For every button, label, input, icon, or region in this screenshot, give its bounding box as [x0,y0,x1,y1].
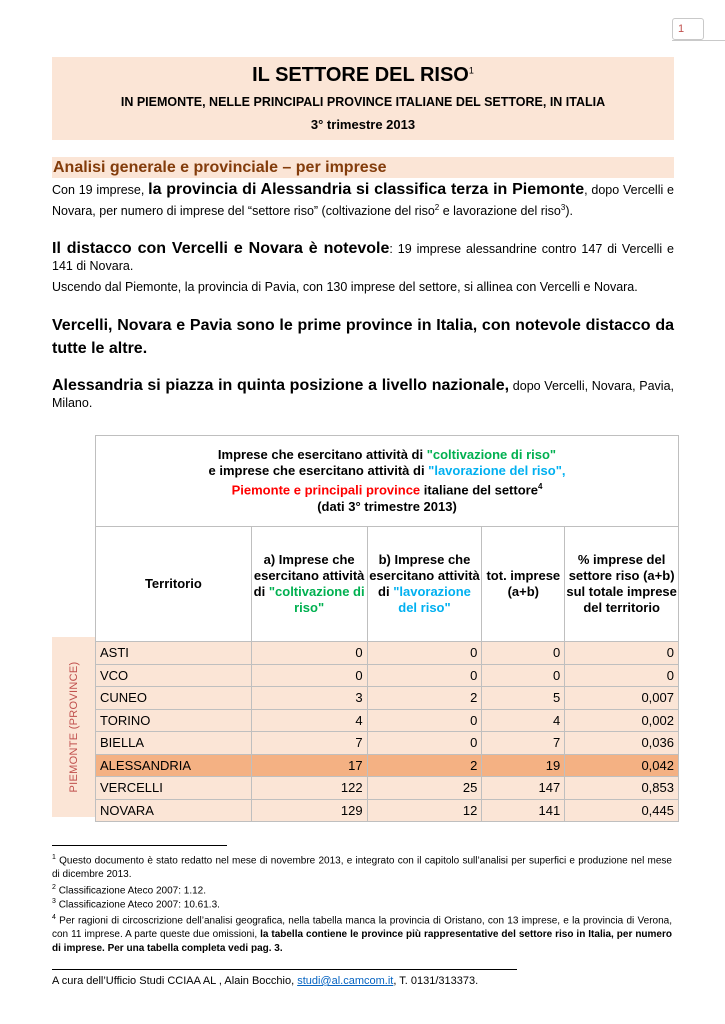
col-header-a [251,527,367,642]
cell-name: ASTI [96,642,252,665]
cell-name: VERCELLI [96,777,252,800]
cell-tot: 141 [482,799,565,822]
cell-name: VCO [96,664,252,687]
footer-divider [52,969,517,970]
cell-name: ALESSANDRIA [96,754,252,777]
document-header [52,57,674,140]
page-number: 1 [672,18,704,40]
cell-tot: 0 [482,664,565,687]
table-row [96,732,679,755]
col-header-b [367,527,482,642]
p2-text: : 19 imprese alessandrine contro 147 di Vercelli e 141 di Novara. [52,242,675,273]
table-row [96,687,679,710]
footnote-3 [52,895,672,912]
cell-tot: 7 [482,732,565,755]
section-title: Analisi generale e provinciale – per imprese [52,157,674,178]
footer-email-link[interactable]: studi@al.camcom.it [297,975,394,987]
paragraph-4: Vercelli, Novara e Pavia sono le prime province in Italia, con notevole distacco da tutte le altre. [52,317,674,357]
cell-pct: 0,007 [565,687,679,710]
footnote-4-text: Per ragioni di circoscrizione dell’analisi geografica, nella tabella manca la provincia di Oristano, con 13 imprese, e la provincia di Verona, con 11 imprese. A parte queste due omissioni, [52,915,672,941]
caption-lavorazione: "lavorazione del riso", [428,463,566,479]
page-footer [52,975,478,987]
table-row [96,642,679,665]
cell-name: TORINO [96,709,252,732]
cell-a: 122 [251,777,367,800]
footnote-3-number: 3 [52,898,56,905]
cell-pct: 0,853 [565,777,679,800]
p5-highlight: Alessandria si piazza in quinta posizione a livello nazionale, [52,377,510,394]
footer-text: A cura dell’Ufficio Studi CCIAA AL , Alain Bocchio, [52,975,298,987]
data-table [95,435,679,822]
cell-a: 17 [251,754,367,777]
table-row [96,709,679,732]
page-number-divider [672,40,725,41]
footnote-ref-2[interactable]: 2 [434,203,440,212]
caption-coltivazione: "coltivazione di riso" [426,447,557,463]
caption-line1: Imprese che esercitano attività di [217,447,427,463]
col-a-highlight: "coltivazione di riso" [268,584,365,615]
table-caption-row [96,436,679,527]
cell-tot: 19 [482,754,565,777]
table-row-highlighted [96,754,679,777]
cell-pct: 0,002 [565,709,679,732]
footnote-divider [52,845,227,846]
cell-b: 0 [367,709,482,732]
caption-piemonte: Piemonte e principali province [231,482,421,498]
footnote-3-text: Classificazione Ateco 2007: 10.61.3. [58,899,220,911]
col-header-territorio: Territorio [96,527,252,642]
footnote-ref-3[interactable]: 3 [560,203,566,212]
group-label-cell [52,637,95,817]
p5-text: dopo Vercelli, Novara, Pavia, Milano. [52,379,674,410]
document-title-text: IL SETTORE DEL RISO [252,64,469,86]
cell-tot: 147 [482,777,565,800]
paragraph-2 [52,240,674,275]
title-footnote-ref[interactable]: 1 [468,65,474,76]
cell-a: 7 [251,732,367,755]
footnote-1 [52,851,672,882]
document-title [52,64,674,87]
cell-a: 0 [251,642,367,665]
document-period: 3° trimestre 2013 [310,117,416,132]
cell-a: 129 [251,799,367,822]
p1-text-a: Con 19 imprese, [52,183,149,197]
cell-pct: 0,036 [565,732,679,755]
cell-b: 2 [367,687,482,710]
table-caption [96,436,679,527]
cell-b: 0 [367,664,482,687]
footnote-4-number: 4 [52,914,56,921]
cell-pct: 0,445 [565,799,679,822]
footnote-4-bold: la tabella contiene le province più rappresentative del settore riso in Italia, per numero di imprese. Per una tabella completa vedi pag. 3. [52,929,672,955]
table-row [96,777,679,800]
group-label: PIEMONTE (PROVINCE) [67,661,80,793]
col-a-text: a) Imprese che esercitano attività di [253,552,365,599]
col-header-tot: tot. imprese (a+b) [482,527,565,642]
cell-b: 25 [367,777,482,800]
cell-a: 0 [251,664,367,687]
footnote-2-text: Classificazione Ateco 2007: 1.12. [58,885,207,897]
cell-tot: 4 [482,709,565,732]
col-b-highlight: "lavorazione del riso" [393,584,471,615]
cell-b: 12 [367,799,482,822]
paragraph-1 [52,181,674,220]
p2-highlight: Il distacco con Vercelli e Novara è notevole [52,240,390,257]
cell-a: 3 [251,687,367,710]
cell-b: 0 [367,642,482,665]
footnote-ref-4[interactable]: 4 [537,482,543,492]
col-header-pct: % imprese del settore riso (a+b) sul totale imprese del territorio [565,527,679,642]
cell-pct: 0 [565,664,679,687]
paragraph-3: Uscendo dal Piemonte, la provincia di Pavia, con 130 imprese del settore, si allinea con Vercelli e Novara. [52,280,638,294]
table-header-row [96,527,679,642]
cell-tot: 5 [482,687,565,710]
cell-b: 0 [367,732,482,755]
cell-a: 4 [251,709,367,732]
footnote-1-text: Questo documento è stato redatto nel mese di novembre 2013, e integrato con il capitolo sull’analisi per superfici e produzione nel mese di dicembre 2013. [52,855,672,881]
cell-pct: 0 [565,642,679,665]
cell-name: CUNEO [96,687,252,710]
table-row [96,799,679,822]
caption-line3: italiane del settore [420,482,538,498]
caption-period: (dati 3° trimestre 2013) [317,498,457,514]
cell-b: 2 [367,754,482,777]
caption-line2: e imprese che esercitano attività di [208,463,429,479]
cell-name: NOVARA [96,799,252,822]
paragraph-5 [52,377,674,412]
cell-name: BIELLA [96,732,252,755]
p1-text-d: e lavorazione del riso [439,204,561,219]
cell-tot: 0 [482,642,565,665]
document-subtitle: IN PIEMONTE, NELLE PRINCIPALI PROVINCE ITALIANE DEL SETTORE, IN ITALIA [120,95,606,109]
footer-phone: , T. 0131/313373. [393,975,479,987]
table-row [96,664,679,687]
p1-highlight: la provincia di Alessandria si classifica terza in Piemonte [148,181,585,198]
col-b-text: b) Imprese che esercitano attività di [369,552,480,599]
cell-pct: 0,042 [565,754,679,777]
footnote-4 [52,911,672,956]
p1-text-c: , dopo Vercelli e Novara, per numero di imprese del “settore riso” (coltivazione del riso [52,183,675,219]
p1-text-e: ). [565,204,573,219]
footnote-2-number: 2 [52,884,56,891]
footnote-1-number: 1 [52,854,56,861]
